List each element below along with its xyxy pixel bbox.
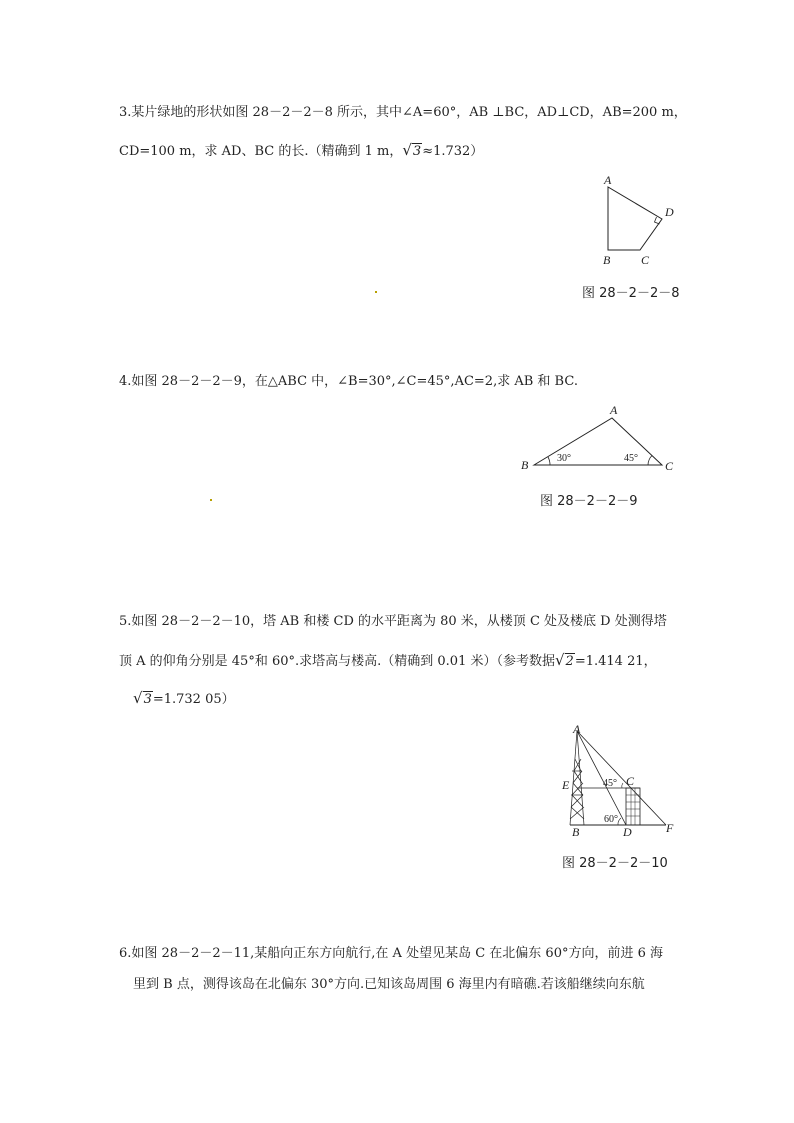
- figure-28-2-2-8: [590, 170, 690, 270]
- label-b: B: [521, 458, 529, 472]
- stray-dot: [210, 499, 212, 501]
- label-b: B: [603, 253, 611, 267]
- q5-line-2-tail: =1.414 21，: [574, 654, 657, 669]
- q5-line-3: [133, 689, 235, 709]
- figure-caption-28-2-2-10: 图 28－2－2－10: [562, 856, 668, 871]
- label-b: B: [572, 825, 580, 839]
- sight-line-ad: [577, 731, 626, 825]
- stray-dot: [375, 291, 377, 293]
- quadrilateral-abcd: [608, 187, 662, 250]
- label-d: D: [665, 205, 674, 219]
- building-cd: [626, 788, 640, 825]
- q4-line-1: 4.如图 28－2－2－9，在△ABC 中，∠B=30°,∠C=45°,AC=2,求 AB 和 BC.: [119, 374, 578, 389]
- label-f: F: [666, 821, 674, 835]
- angle-arc-b: [548, 457, 550, 465]
- figure-28-2-2-9: [520, 400, 680, 480]
- radicand: 3: [143, 692, 152, 707]
- radicand: 3: [412, 144, 422, 159]
- label-d: D: [623, 825, 632, 839]
- sqrt-3: √3: [402, 141, 422, 159]
- angle-d-label: 60°: [604, 814, 618, 825]
- sight-line-ac: [577, 731, 666, 825]
- q5-line-3-tail: =1.732 05）: [152, 692, 235, 707]
- q3-line-2: [119, 141, 483, 161]
- label-a: A: [610, 403, 618, 417]
- figure-caption-28-2-2-8: 图 28－2－2－8: [582, 286, 680, 301]
- tower-ab: [570, 731, 584, 825]
- building-windows: [626, 788, 640, 825]
- angle-arc-c: [622, 783, 623, 788]
- sqrt-3: √3: [133, 689, 152, 707]
- q6-line-1: 6.如图 28－2－2－11,某船向正东方向航行,在 A 处望见某岛 C 在北偏东 60°方向，前进 6 海: [119, 946, 664, 961]
- q5-line-2-text: 顶 A 的仰角分别是 45°和 60°.求塔高与楼高.（精确到 0.01 米）（参考数据: [119, 654, 555, 669]
- q3-line-2-text: CD=100 m，求 AD、BC 的长.（精确到 1 m，: [119, 144, 403, 159]
- label-a: A: [604, 173, 612, 187]
- angle-arc-d: [618, 818, 621, 825]
- radicand: 2: [565, 654, 574, 669]
- sqrt-2: √2: [554, 651, 574, 669]
- angle-b-label: 30°: [557, 453, 571, 464]
- label-a: A: [573, 722, 581, 736]
- label-c: C: [626, 774, 635, 788]
- triangle-abc: [534, 418, 662, 465]
- q6-line-2: 里到 B 点，测得该岛在北偏东 30°方向.已知该岛周围 6 海里内有暗礁.若该船继续向东航: [133, 977, 645, 992]
- angle-c-label: 45°: [624, 453, 638, 464]
- label-c: C: [665, 459, 674, 473]
- figure-caption-28-2-2-9: 图 28－2－2－9: [540, 494, 638, 509]
- angle-arc-c: [648, 456, 652, 466]
- q5-line-1: 5.如图 28－2－2－10，塔 AB 和楼 CD 的水平距离为 80 米，从楼顶 C 处及楼底 D 处测得塔: [119, 614, 667, 629]
- q3-line-2-tail: ≈1.732）: [422, 144, 484, 159]
- angle-c-label: 45°: [603, 778, 617, 789]
- label-e: E: [562, 778, 570, 792]
- q3-line-1: 3.某片绿地的形状如图 28－2－2－8 所示，其中∠A=60°，AB ⊥BC，AD⊥CD，AB=200 m，: [119, 105, 687, 120]
- figure-28-2-2-10: [560, 722, 680, 845]
- q5-line-2: [119, 651, 657, 671]
- label-c: C: [641, 253, 650, 267]
